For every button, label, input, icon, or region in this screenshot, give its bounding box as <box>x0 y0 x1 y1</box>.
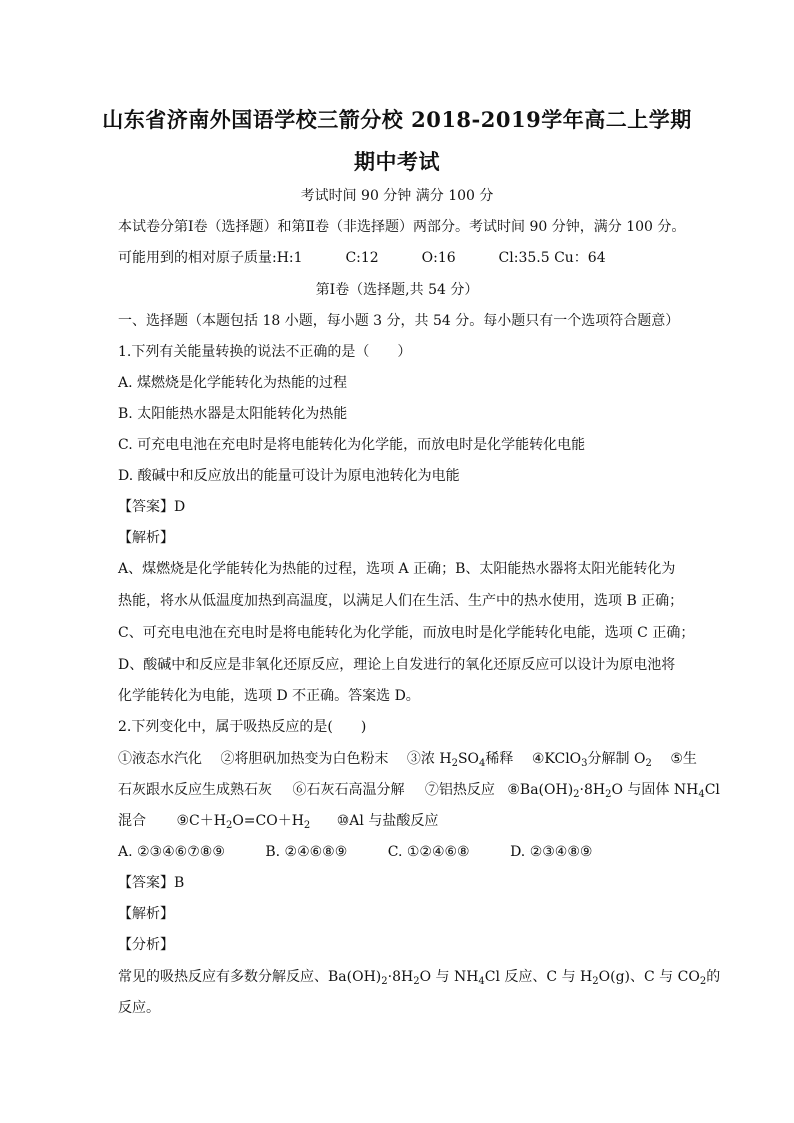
q1-option-c: C. 可充电电池在充电时是将电能转化为化学能，而放电时是化学能转化电能 <box>118 437 586 453</box>
q1-analysis-line: D、酸碱中和反应是非氧化还原反应，理论上自发进行的氧化还原反应可以设计为原电池将 <box>118 657 676 673</box>
q2-items-line <box>118 811 682 831</box>
q2-item-10: ⑩Al 与盐酸反应 <box>336 813 439 829</box>
q2-item-2: ②将胆矾加热变为白色粉末 <box>220 751 389 767</box>
document-title-line2: 期中考试 <box>354 149 440 174</box>
q2-item-6: ⑥石灰石高温分解 <box>292 782 405 798</box>
q2-item-8: $⑧Ba(OH)_2\cdot 8H_2O$ 与固体 $NH_4Cl$ <box>507 782 720 800</box>
q1-option-b: B. 太阳能热水器是太阳能转化为热能 <box>118 406 348 422</box>
q2-fenxi-line-end: 反应。 <box>118 1000 160 1016</box>
atomic-mass-o: O:16 <box>421 250 456 266</box>
q1-option-d: D. 酸碱中和反应放出的能量可设计为原电池转化为电能 <box>118 468 460 484</box>
atomic-mass-c: C:12 <box>345 250 379 266</box>
section-instructions: 一、选择题（本题包括 18 小题，每小题 3 分，共 54 分。每小题只有一个选项符合题意） <box>118 313 680 329</box>
q2-answer: 【答案】B <box>118 875 185 891</box>
q2-options <box>118 842 682 862</box>
q2-option-d: D. ②③④⑧⑨ <box>510 844 593 860</box>
q1-analysis-line: 热能，将水从低温度加热到高温度，以满足人们在生活、生产中的热水使用，选项 B 正确； <box>118 593 684 609</box>
q2-items-line <box>118 749 697 769</box>
q2-stem: 2.下列变化中，属于吸热反应的是( ) <box>118 719 367 735</box>
q2-item-5: ⑤生 <box>670 751 697 767</box>
document-title-line1: 山东省济南外国语学校三箭分校 2018-2019学年高二上学期 <box>102 107 692 132</box>
q2-item-1: ①液态水汽化 <box>118 751 202 767</box>
q2-item-5-cont: 石灰跟水反应生成熟石灰 <box>118 782 272 798</box>
q2-fenxi-label: 【分析】 <box>118 937 174 953</box>
q2-item-8-cont: 混合 <box>118 813 146 829</box>
q2-option-b: B. ②④⑥⑧⑨ <box>265 844 348 860</box>
q2-items-line <box>118 780 720 800</box>
q2-item-3: ③浓 $H_2SO_4$稀释 <box>406 751 514 769</box>
q1-answer: 【答案】D <box>118 499 186 515</box>
section-heading: 第Ⅰ卷（选择题,共 54 分） <box>315 282 479 298</box>
q1-analysis-line: C、可充电电池在充电时是将电能转化为化学能，而放电时是化学能转化电能，选项 C 正确； <box>118 625 695 641</box>
exam-time: 考试时间 90 分钟 满分 100 分 <box>300 188 494 204</box>
q1-option-a: A. 煤燃烧是化学能转化为热能的过程 <box>118 375 348 391</box>
q2-item-4: ④KClO$_3$分解制 $O_2$ <box>531 751 652 769</box>
q2-option-c: C. ①②④⑥⑧ <box>387 844 470 860</box>
q2-analysis-label: 【解析】 <box>118 906 174 922</box>
q1-analysis-line: 化学能转化为电能，选项 D 不正确。答案选 D。 <box>118 688 420 704</box>
atomic-masses <box>118 248 682 268</box>
q1-analysis-line: A、煤燃烧是化学能转化为热能的过程，选项 A 正确；B、太阳能热水器将太阳光能转化为 <box>118 561 676 577</box>
atomic-mass-h: 可能用到的相对原子质量:H:1 <box>118 250 303 266</box>
exam-intro: 本试卷分第Ⅰ卷（选择题）和第Ⅱ卷（非选择题）两部分。考试时间 90 分钟，满分 100 分。 <box>118 219 686 235</box>
q2-option-a: A. ②③④⑥⑦⑧⑨ <box>118 844 225 860</box>
q1-stem: 1.下列有关能量转换的说法不正确的是（ ） <box>118 344 412 360</box>
q2-item-9: $⑨C+H_2O=CO+H_2$ <box>176 813 311 831</box>
atomic-mass-cl-cu: Cl:35.5 Cu：64 <box>498 250 606 266</box>
q2-fenxi-line: 常见的吸热反应有多数分解反应、$Ba(OH)_2\cdot 8H_2O$ 与 $NH_4Cl$ 反应、C 与 $H_2O(g)$、C 与 $CO_2$的 <box>118 969 721 987</box>
q1-analysis-label: 【解析】 <box>118 530 174 546</box>
q2-item-7: ⑦铝热反应 <box>424 782 495 798</box>
